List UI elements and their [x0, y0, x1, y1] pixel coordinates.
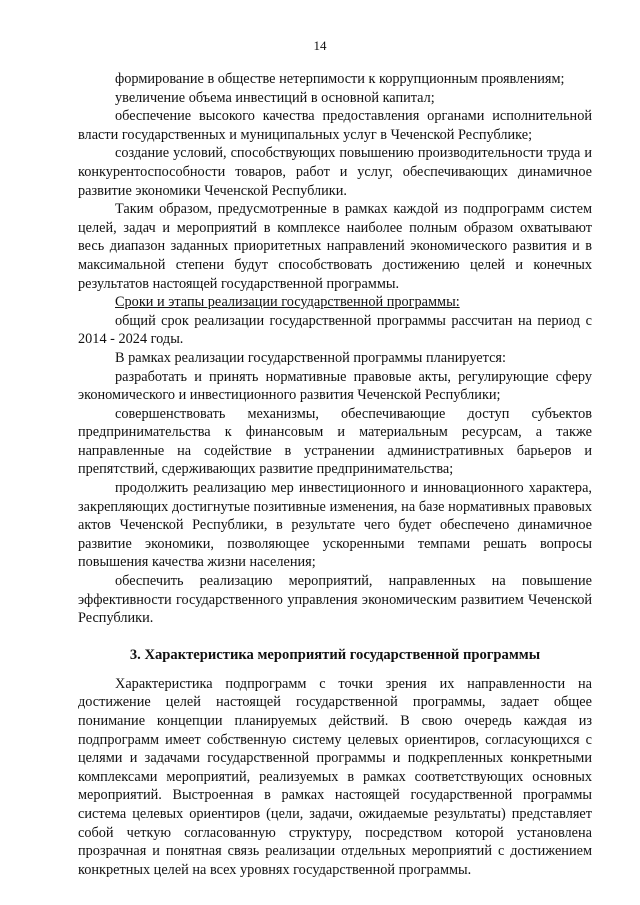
page-number: 14	[313, 38, 327, 53]
paragraph: совершенствовать механизмы, обеспечивающие доступ субъектов предпринимательства к финансовым и материальным ресурсам, а также направленные на содействие в устранении административных барьеров и препятствий, сдерживающих развитие предпринимательства;	[78, 405, 592, 478]
paragraph: увеличение объема инвестиций в основной капитал;	[115, 89, 435, 106]
subheading	[78, 293, 592, 312]
paragraph: В рамках реализации государственной программы планируется:	[115, 349, 506, 366]
paragraph: формирование в обществе нетерпимости к коррупционным проявлениям;	[115, 71, 565, 87]
paragraph: обеспечить реализацию мероприятий, направленных на повышение эффективности государственного управления экономическим развитием Чеченской Республики.	[78, 573, 592, 627]
paragraph: создание условий, способствующих повышению производительности труда и конкурентоспособности товаров, работ и услуг, обеспечивающих динамичное развитие экономики Чеченской Республики.	[78, 145, 592, 199]
paragraph: Таким образом, предусмотренные в рамках каждой из подпрограмм систем целей, задач и мероприятий в комплексе наиболее полным образом охватывают весь диапазон заданных приоритетных направлений экономического развития и в максимальной степени будут способствовать достижению целей и конечных результатов настоящей государственной программы.	[78, 201, 592, 292]
paragraph: Характеристика подпрограмм с точки зрения их направленности на достижение целей настоящей государственной программы, задает общее понимание концепции планируемых действий. В свою очередь каждая из подпрограмм имеет собственную систему целевых ориентиров, согласующихся с целями и задачами государственной программы и подкрепленных конкретными комплексами мероприятий, реализуемых в рамках соответствующих основных мероприятий. Выстроенная в рамках настоящей государственной программы система целевых ориентиров (цели, задачи, ожидаемые результаты) представляет собой четкую согласованную структуру, посредством которой установлена прозрачная и понятная связь реализации отдельных мероприятий с достижением конкретных целей на всех уровнях государственной программы.	[78, 675, 592, 878]
document-body	[78, 70, 592, 879]
paragraph: разработать и принять нормативные правовые акты, регулирующие сферу экономического и инвестиционного развития Чеченской Республики;	[78, 368, 592, 404]
subheading-text: Сроки и этапы реализации государственной программы:	[115, 294, 460, 311]
section-heading: 3. Характеристика мероприятий государственной программы	[129, 646, 541, 663]
paragraph: общий срок реализации государственной программы рассчитан на период с 2014 - 2024 годы.	[78, 312, 592, 348]
paragraph: продолжить реализацию мер инвестиционного и инновационного характера, закрепляющих достигнутые позитивные изменения, на базе нормативных правовых актов Чеченской Республики, в результате чего будет обеспечено динамичное развитие экономики, позволяющее ускоренными темпами решать вопросы повышения качества жизни населения;	[78, 480, 592, 571]
paragraph: обеспечение высокого качества предоставления органами исполнительной власти государственных и муниципальных услуг в Чеченской Республике;	[78, 108, 592, 143]
